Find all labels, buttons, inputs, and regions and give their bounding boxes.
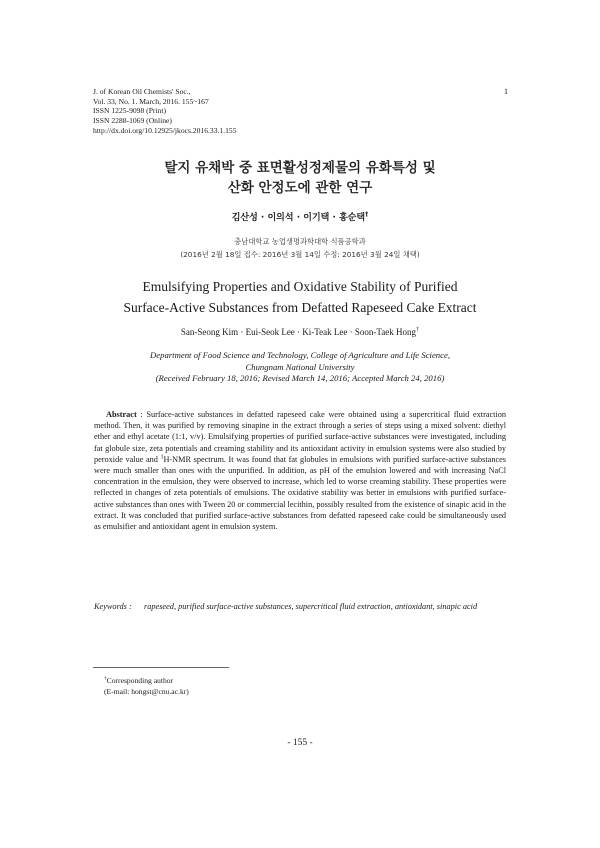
affiliation-english-line2: Chungnam National University bbox=[245, 361, 355, 372]
abstract-text-1: Surface-active substances in defatted rapeseed cake were obtained using a supercritical fluid extraction method. Then, it was purified by removing sinapine in the extract through a series of steps using a mixed solvent: diethyl ether and ethyl acetate (1:1, v/v). Emulsifying properties of purified surface-active substances were investigated, including fat globule size, zeta potentials and creaming stability and its antioxidant activity in emulsion systems were also studied by peroxide value and bbox=[94, 410, 506, 464]
corresponding-mark: † bbox=[365, 211, 369, 218]
journal-volume: Vol. 33, No. 1. March, 2016. 155~167 bbox=[93, 96, 209, 106]
authors-korean-names: 김산성 · 이의석 · 이기택 · 홍순택 bbox=[231, 213, 366, 223]
title-korean-line2: 산화 안정도에 관한 연구 bbox=[227, 180, 373, 196]
journal-name: J. of Korean Oil Chemists' Soc., bbox=[93, 87, 191, 96]
affiliation-korean bbox=[0, 235, 600, 261]
affiliation-korean-line1: 충남대학교 농업생명과학대학 식품공학과 bbox=[234, 237, 366, 246]
affiliation-english-dates: (Received February 18, 2016; Revised March 14, 2016; Accepted March 24, 2016) bbox=[155, 373, 445, 384]
issn-print: ISSN 1225-9098 (Print) bbox=[93, 106, 166, 116]
title-english bbox=[0, 276, 600, 318]
title-english-line2: Surface-Active Substances from Defatted Rapeseed Cake Extract bbox=[123, 300, 477, 315]
footnote-rule bbox=[93, 667, 229, 668]
abstract-separator: : bbox=[136, 410, 147, 419]
footnote-mark: † bbox=[104, 675, 107, 682]
abstract bbox=[94, 409, 506, 532]
abstract-label: Abstract bbox=[106, 410, 137, 419]
title-english-line1: Emulsifying Properties and Oxidative Stability of Purified bbox=[142, 279, 458, 294]
affiliation-korean-dates: (2016년 2월 18일 접수: 2016년 3월 14일 수정: 2016년 3월 24일 채택) bbox=[180, 250, 420, 259]
header-page-number: 1 bbox=[504, 87, 508, 96]
issn-online: ISSN 2288-1069 (Online) bbox=[93, 116, 172, 126]
nmr-superscript: 1 bbox=[160, 454, 164, 461]
authors-english bbox=[0, 327, 600, 337]
title-korean bbox=[0, 158, 600, 198]
title-korean-line1: 탈지 유채박 중 표면활성정제물의 유화특성 및 bbox=[164, 160, 436, 176]
page-footer-number: - 155 - bbox=[287, 738, 313, 748]
footnote-author: Corresponding author bbox=[106, 676, 174, 685]
keywords bbox=[94, 601, 514, 613]
keywords-label: Keywords : bbox=[94, 602, 132, 611]
keywords-text: rapeseed, purified surface-active substances, supercritical fluid extraction, antioxidant, sinapic acid bbox=[144, 602, 478, 611]
authors-korean bbox=[0, 210, 600, 223]
journal-info bbox=[93, 87, 237, 136]
footnote-email: (E-mail: hongst@cnu.ac.kr) bbox=[104, 687, 189, 696]
footnote bbox=[104, 675, 189, 697]
affiliation-english bbox=[0, 350, 600, 385]
affiliation-english-line1: Department of Food Science and Technology, College of Agriculture and Life Science, bbox=[149, 350, 451, 360]
doi-link[interactable]: http://dx.doi.org/10.12925/jkocs.2016.33.1.155 bbox=[93, 125, 237, 135]
authors-english-names: San-Seong Kim · Eui-Seok Lee · Ki-Teak Lee · Soon-Taek Hong bbox=[180, 327, 417, 337]
abstract-text-2: H-NMR spectrum. It was found that fat globules in emulsions with purified surface-active substances were much smaller than ones with the unpurified. In addition, as pH of the emulsion lowered and with increasing NaCl concentration in the emulsion, they were observed to increase, which led to worse creaming stability. These properties were reflected in changes of zeta potentials of emulsions. The oxidative stability was better in emulsions with purified surface-active substances than ones with Tween 20 or commercial lecithin, possibly resulted from the existence of sinapic acid in the extract. It was concluded that purified surface-active substances from defatted rapeseed cake could be simultaneously used as emulsifier and antioxidant agent in emulsion system. bbox=[94, 454, 506, 532]
corresponding-mark-en: † bbox=[416, 326, 420, 333]
